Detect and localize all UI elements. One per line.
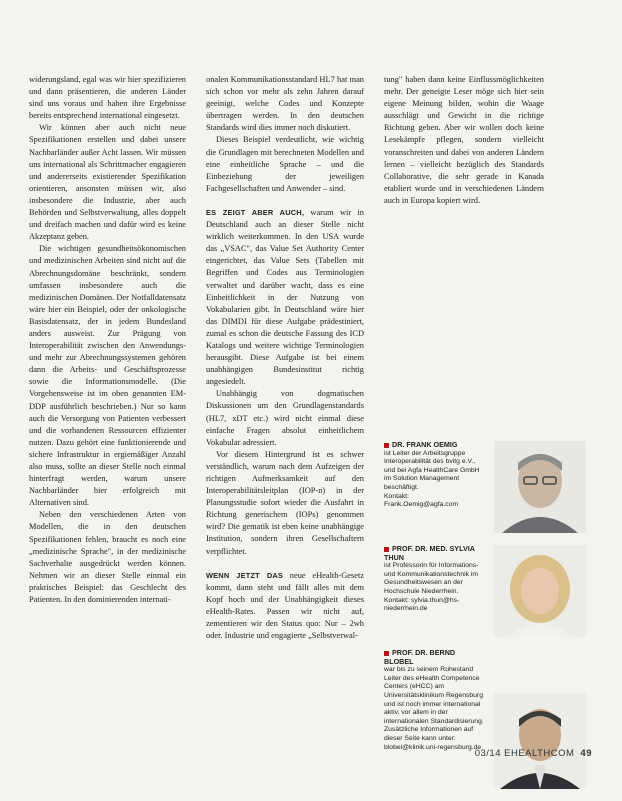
author-description: war bis zu seinem Ruhestand Leiter des eHealth Competence Centers (eHCC) am Universitätsklinikum Regensburg und ist noch immer international aktiv, vor allem in der internationalen Standardisierung. Zusätzliche Informationen auf dieser Seite kann unter: blobel@klinik.uni-regensburg.de [384,666,484,751]
section-text: neue eHealth-Gesetz kommt, dann steht und fällt alles mit dem Kopf hoch und der Unabhängigkeit dieses eHealth-Rates. Passen wir nicht auf, zementieren wir den Status quo: Nur – 2wh oder. Industrie und engagierte „Selbstverwal- [206,570,364,641]
issue-label: 03/14 EHEALTHCOM [474,748,575,759]
paragraph: onalen Kommunikationsstandard HL7 hat man sich schon vor mehr als zehn Jahren darauf geeinigt, welche Codes und Konzepte übertragen werden. In den deutschen Standards wird dies immer noch diskutiert. [206,75,364,133]
paragraph: Die wichtigen gesundheitsökonomischen und medizinischen Arbeiten sind nicht auf die Abrechnungsdomäne beschränkt, sondern umfassen insbesondere auch die medizinischen Domänen. Der Notfalldatensatz wäre hier ein Beispiel, oder der onkologische Basisdatensatz, der in jedem Bundesland anders ausweist. Zur Prägung von Interoperabilität zwischen den Anwendungs- und mehr zur Abrechnungssystemen gehören dann die Arbeits- und Geschäftsprozesse sowie die Informationsmodelle. (Die Vorgehensweise ist im oben genannten EM-DDP ausführlich beschrieben.) Nur so kann auch die Versorgung von Patienten verbessert und die vorhandenen Ressourcen effizienter nutzen. Dazu gehört eine funktionierende und sichere Infrastruktur in ergiemäßiger Anzahl also muss, sollte an dieser Stelle noch einmal hinterfragt werden, warum unsere Nachbarländer hier erfolgreich mit Alternativen sind. [29,244,186,508]
paragraph: Vor diesem Hintergrund ist es schwer verständlich, warum nach dem Aufzeigen der richtigen Aufmerksamkeit auf den Interoperabilitätsleitplan (IOP-n) in der Planungsstudie sofort wieder die Ausfahrt in Richtung generischem (IOPs) genommen wird? Die gematik ist eben keine unabhängige Institution, sondern ihren Gesellschaftern verpflichtet. [206,449,364,556]
paragraph: Unabhängig von dogmatischen Diskussionen um den Grundlagenstandards (HL7, xDT etc.) wird nicht einmal diese einfache Fragen absolut einheitlichem Vokabular adressiert. [206,389,364,447]
author-photo [494,545,586,637]
author-profiles [384,441,584,801]
author-photo [494,441,586,533]
author-name: PROF. DR. BERND BLOBEL [384,648,456,666]
text-column-2 [206,74,364,642]
author-name: PROF. DR. MED. SYLVIA THUN [384,544,475,562]
author-name: DR. FRANK OEMIG [392,440,458,449]
author-profile [384,441,584,533]
paragraph: widerungsland, egal was wir hier spezifizieren und dann präsentieren, die anderen Länder sind uns voraus und haben ihre Ergebnisse bereits entsprechend international eingesetzt. [29,75,186,121]
author-profile [384,649,584,789]
text-column-1 [29,74,186,606]
author-contact: Kontakt: sylvia.thun@hs-niederrhein.de [384,596,460,613]
paragraph: Dieses Beispiel verdeutlicht, wie wichtig die Grundlagen mit berechneten Modellen und eine einheitliche Sprache – und die Einbeziehung der jeweiligen Fachgesellschaften und Anwender – sind. [206,135,364,193]
author-bio [384,441,484,510]
bullet-square-icon [384,443,389,448]
author-bio [384,649,484,752]
paragraph: tung" haben dann keine Einflussmöglichkeiten mehr. Der geneigte Leser möge sich hier sein eigene Meinung bilden, wohin die Waage ausschlägt und Gewicht in die richtige Richtung geben. Aber wir wollen doch keine Lesekämpfe pflegen, sondern vielleicht voranschreiten und dabei von anderen Ländern lernen – vielleicht bezüglich des Standards Collaborative, die sehr gerade in Kanada etabliert wurde und in verschiedenen Ländern auch in Europa kopiert wird. [384,75,544,205]
page-number: 49 [580,748,592,759]
bullet-square-icon [384,547,389,552]
paragraph: Wir können aber auch nicht neue Spezifikationen erstellen und dabei unsere Nachbarländer außer Acht lassen. Wir müssen uns international als Schrittmacher engagieren und andererseits existierender Spezifikation orientieren, ansonsten müssen wir, also insbesondere die Industrie, aber auch Behörden und Selbstverwaltung, alles doppelt und dreifach machen und dafür wird es keine Akzeptanz geben. [29,123,186,242]
section-lead: WENN JETZT DAS [206,570,284,580]
author-description: ist Professorin für Informations- und Kommunikationstechnik im Gesundheitswesen an der Hochschule Niederrhein. [384,562,479,595]
page-footer [475,748,592,759]
section-lead: ES ZEIGT ABER AUCH, [206,207,305,217]
author-photo [494,693,586,789]
section-paragraph [206,570,364,643]
section-paragraph [206,207,364,388]
author-contact: Kontakt: Frank.Oemig@agfa.com [384,492,459,509]
author-bio [384,545,484,614]
author-profile [384,545,584,637]
author-description: ist Leiter der Arbeitsgruppe Interoperabilität des bvitg e.V., und bei Agfa HealthCare GmbH im Solution Management beschäftigt. [384,449,480,491]
paragraph: Neben den verschiedenen Arten von Modellen, die in den deutschen Spezifikationen fehlen, braucht es noch eine „medizinische Sprache", in der medizinische Sachverhalte ausgedrückt werden können. Nehmen wir an dieser Stelle einmal ein praktisches Beispiel: das Geschlecht des Patienten. In den dominierenden internati- [29,510,186,605]
section-text: warum wir in Deutschland auch an dieser Stelle nicht wirklich weiterkommen. In den USA wurde das „VSAC", das Value Set Authority Center eingerichtet, das Value Sets (Tabellen mit Begriffen und Codes aus Terminologien verwaltet und darüber wacht, dass es eine Einheitlichkeit in der Nutzung von Vokabularien gibt. In Deutschland wäre hier das DIMDI für diese Aufgabe prädestiniert, zumal es schon die deutsche Fassung des ICD Katalogs und weitere wichtige Terminologien herausgibt. Diese Aufgabe ist bei einem unabhängigen Bundesinstitut richtig angesiedelt. [206,207,364,387]
text-column-3 [384,74,544,207]
bullet-square-icon [384,651,389,656]
